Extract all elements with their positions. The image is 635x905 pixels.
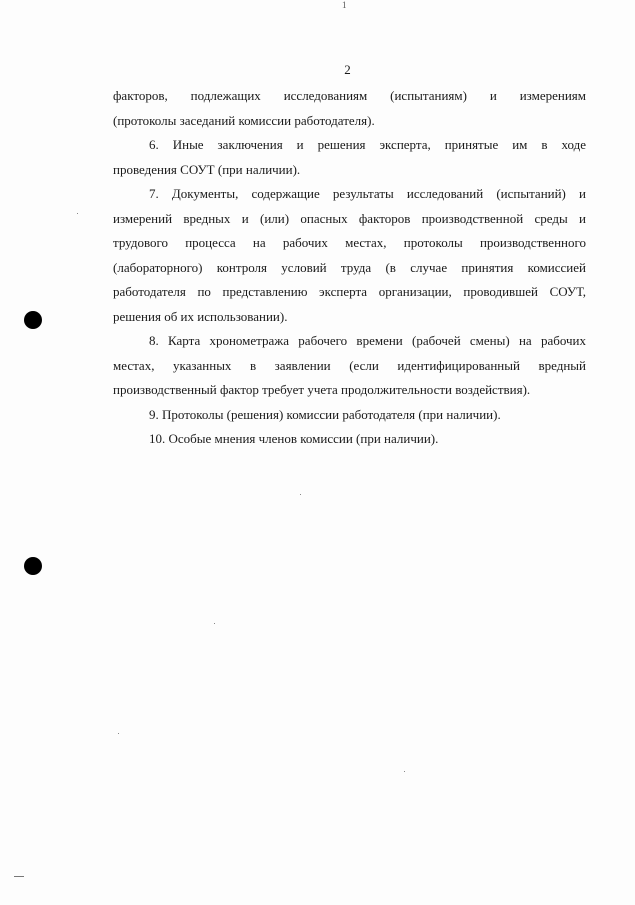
text-line: 6. Иные заключения и решения эксперта, принятые им в ходе <box>149 137 586 152</box>
scan-speck <box>118 733 119 734</box>
scan-speck <box>300 494 301 495</box>
text-line: производственный фактор требует учета продолжительности воздействия). <box>113 382 531 397</box>
paragraph-item-10 <box>113 427 586 452</box>
text-line: 9. Протоколы (решения) комиссии работодателя (при наличии). <box>149 406 501 422</box>
scan-mark: 1 <box>342 0 347 10</box>
document-body <box>113 84 586 452</box>
text-line: (лабораторного) контроля условий труда (в случае принятия комиссией <box>113 259 586 275</box>
text-line: 8. Карта хронометража рабочего времени (рабочей смены) на рабочих <box>149 333 586 348</box>
scan-speck <box>214 623 215 624</box>
scan-speck <box>404 771 405 772</box>
paragraph-item-9 <box>113 403 586 428</box>
paragraph-item-8 <box>113 329 586 403</box>
paragraph-item-7 <box>113 182 586 329</box>
text-line: факторов, подлежащих исследованиям (испытаниям) и измерениям <box>113 88 586 103</box>
text-line: измерений вредных и (или) опасных факторов производственной среды и <box>113 210 586 226</box>
text-line: 7. Документы, содержащие результаты исследований (испытаний) и <box>149 186 586 201</box>
punch-hole <box>24 557 42 575</box>
text-line: (протоколы заседаний комиссии работодателя). <box>113 112 375 128</box>
page-number: 2 <box>344 62 351 77</box>
text-line: трудового процесса на рабочих местах, протоколы производственного <box>113 235 586 250</box>
text-line: проведения СОУТ (при наличии). <box>113 161 301 177</box>
text-line: 10. Особые мнения членов комиссии (при наличии). <box>149 431 439 446</box>
text-line: решения об их использовании). <box>113 308 288 324</box>
scan-speck <box>77 213 78 214</box>
paragraph-item-6 <box>113 133 586 182</box>
scan-edge-mark <box>14 876 24 877</box>
paragraph-continuation <box>113 84 586 133</box>
punch-hole <box>24 311 42 329</box>
text-line: работодателя по представлению эксперта организации, проводившей СОУТ, <box>113 284 586 299</box>
text-line: местах, указанных в заявлении (если идентифицированный вредный <box>113 357 586 373</box>
